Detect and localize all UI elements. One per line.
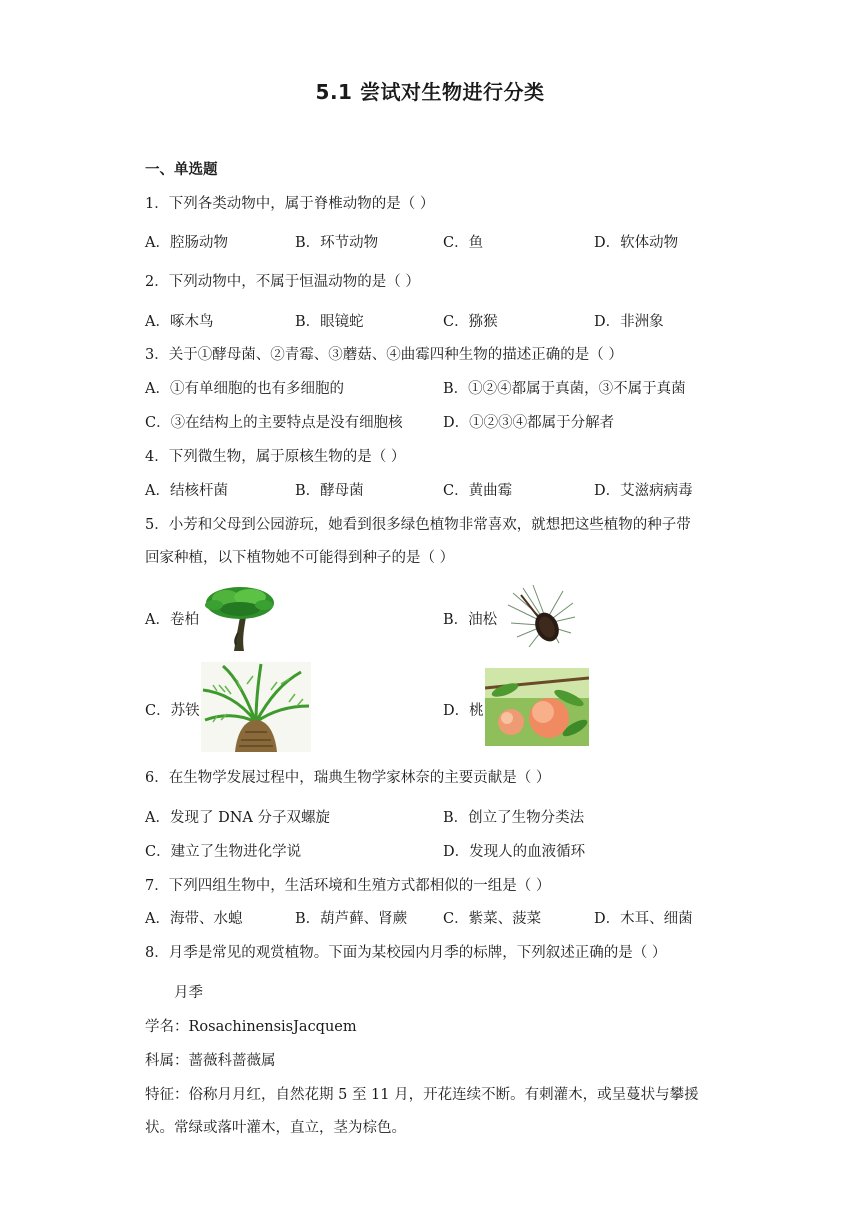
q1-option-b: B．环节动物 — [295, 235, 379, 251]
spikemoss-image — [200, 583, 274, 653]
q1-option-a: A．腔肠动物 — [145, 235, 228, 251]
question-3-stem: 3．关于①酵母菌、②青霉、③蘑菇、④曲霉四种生物的描述正确的是（ ） — [145, 347, 623, 363]
question-5-stem-line1: 5．小芳和父母到公园游玩，她看到很多绿色植物非常喜欢，就想把这些植物的种子带 — [145, 517, 691, 533]
question-6-stem: 6．在生物学发展过程中，瑞典生物学家林奈的主要贡献是（ ） — [145, 770, 551, 786]
peach-image — [485, 668, 589, 746]
pine-image — [503, 583, 579, 655]
question-4-stem: 4．下列微生物，属于原核生物的是（ ） — [145, 449, 406, 465]
sign-feature-line2: 状。常绿或落叶灌木，直立，茎为棕色。 — [145, 1120, 406, 1136]
cycad-image — [201, 662, 311, 752]
q7-option-c: C．紫菜、菠菜 — [443, 911, 542, 927]
q2-option-b: B．眼镜蛇 — [295, 314, 364, 330]
q6-option-c: C．建立了生物进化学说 — [145, 844, 302, 860]
q7-option-a: A．海带、水螅 — [145, 911, 243, 927]
q5-option-a: A．卷柏 — [145, 612, 199, 628]
question-1-stem: 1．下列各类动物中，属于脊椎动物的是（ ） — [145, 196, 435, 212]
sign-family: 科属：蔷薇科蔷薇属 — [145, 1053, 276, 1069]
q7-option-d: D．木耳、细菌 — [594, 911, 693, 927]
q6-option-a: A．发现了 DNA 分子双螺旋 — [145, 810, 330, 826]
sign-feature-line1: 特征：俗称月月红，自然花期 5 至 11 月，开花连续不断。有刺灌木，或呈蔓状与攀援 — [145, 1087, 699, 1103]
q6-option-d: D．发现人的血液循环 — [443, 844, 586, 860]
q4-option-a: A．结核杆菌 — [145, 483, 228, 499]
q6-option-b: B．创立了生物分类法 — [443, 810, 585, 826]
q5-option-c: C．苏铁 — [145, 703, 200, 719]
question-5-stem-line2: 回家种植，以下植物她不可能得到种子的是（ ） — [145, 550, 455, 566]
q3-option-d: D．①②③④都属于分解者 — [443, 415, 615, 431]
q3-option-b: B．①②④都属于真菌，③不属于真菌 — [443, 381, 686, 397]
q2-option-c: C．猕猴 — [443, 314, 498, 330]
q3-option-a: A．①有单细胞的也有多细胞的 — [145, 381, 344, 397]
q3-option-c: C．③在结构上的主要特点是没有细胞核 — [145, 415, 403, 431]
q2-option-d: D．非洲象 — [594, 314, 664, 330]
q1-option-c: C．鱼 — [443, 235, 484, 251]
sign-title: 月季 — [174, 985, 203, 1001]
q5-option-d: D．桃 — [443, 703, 484, 719]
q4-option-c: C．黄曲霉 — [443, 483, 513, 499]
q1-option-d: D．软体动物 — [594, 235, 679, 251]
q2-option-a: A．啄木鸟 — [145, 314, 214, 330]
question-7-stem: 7．下列四组生物中，生活环境和生殖方式都相似的一组是（ ） — [145, 878, 551, 894]
question-8-stem: 8．月季是常见的观赏植物。下面为某校园内月季的标牌，下列叙述正确的是（ ） — [145, 945, 667, 961]
page-title: 5.1 尝试对生物进行分类 — [315, 80, 545, 104]
q4-option-d: D．艾滋病病毒 — [594, 483, 693, 499]
question-2-stem: 2．下列动物中，不属于恒温动物的是（ ） — [145, 274, 420, 290]
q7-option-b: B．葫芦藓、肾蕨 — [295, 911, 408, 927]
section-heading: 一、单选题 — [145, 161, 218, 178]
q5-option-b: B．油松 — [443, 612, 498, 628]
sign-scientific-name: 学名：RosachinensisJacquem — [145, 1019, 357, 1035]
q4-option-b: B．酵母菌 — [295, 483, 364, 499]
